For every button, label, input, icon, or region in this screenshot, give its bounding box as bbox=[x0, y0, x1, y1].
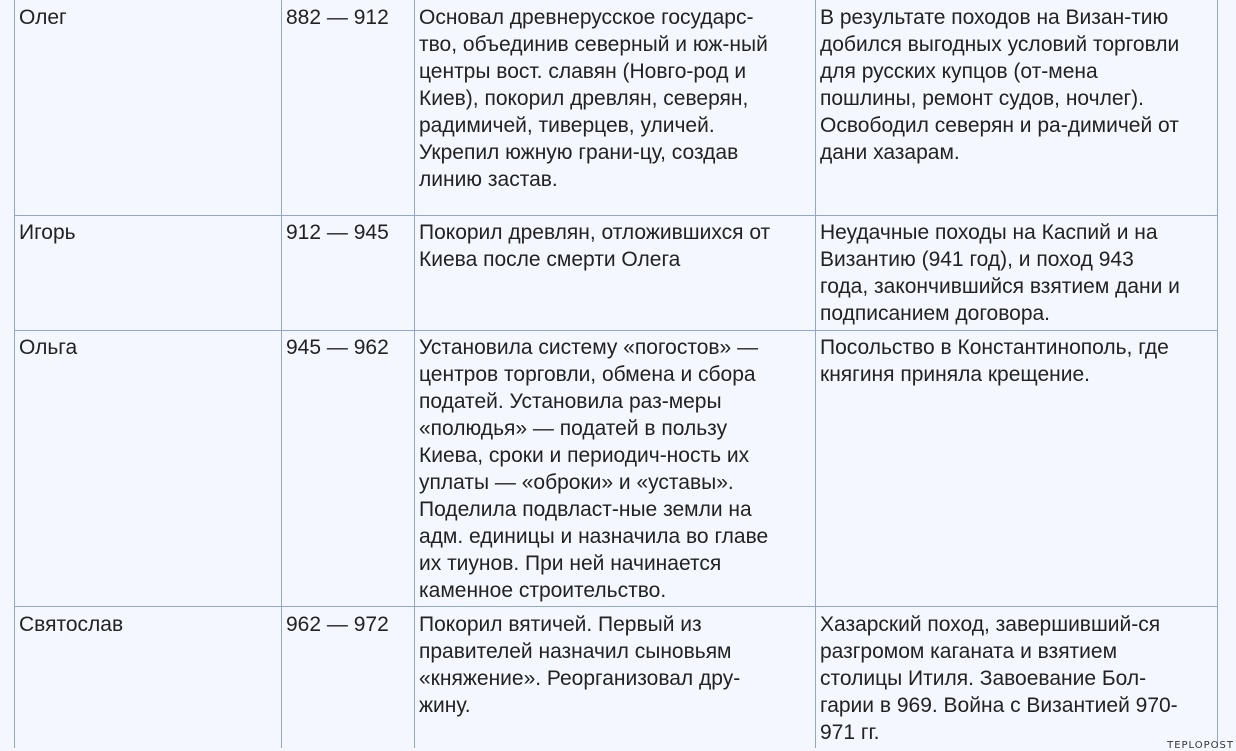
table-border-left bbox=[14, 0, 15, 748]
reign-years: 912 — 945 bbox=[286, 221, 389, 244]
domestic-policy: Установила систему «погостов» — центров торговли, обмена и сбора податей. Установила раз-меры «полюдья» — податей в пользу Киева, сроки и периодич-ность их уплаты — «оброки» и «уставы». Поделила подвласт-ные земли на адм. единицы и назначила во главе их тиунов. При ней начинается каменное строительство. bbox=[419, 336, 769, 602]
reign-years: 945 — 962 bbox=[286, 336, 389, 359]
domestic-policy: Покорил вятичей. Первый из правителей назначил сыновьям «княжение». Реорганизовал дру- жину. bbox=[419, 613, 741, 717]
column-divider bbox=[281, 0, 282, 748]
column-divider bbox=[414, 0, 415, 748]
foreign-policy: Хазарский поход, завершивший-ся разгромом каганата и взятием столицы Итиля. Завоевание Бол- гарии в 969. Война с Византией 970- 971 гг. bbox=[820, 613, 1178, 744]
foreign-policy: В результате походов на Визан-тию добился выгодных условий торговли для русских купцов (от-мена пошлины, ремонт судов, ночлег). Освободил северян и ра-димичей от дани хазарам. bbox=[820, 6, 1180, 164]
reign-years: 962 — 972 bbox=[286, 613, 389, 636]
ruler-name: Святослав bbox=[19, 613, 124, 636]
foreign-policy: Посольство в Константинополь, где княгиня приняла крещение. bbox=[820, 336, 1169, 386]
ruler-name: Олег bbox=[19, 6, 67, 29]
table-border-right bbox=[1217, 0, 1218, 748]
domestic-policy: Покорил древлян, отложившихся от Киева после смерти Олега bbox=[419, 221, 771, 271]
ruler-name: Игорь bbox=[19, 221, 76, 244]
watermark: TEPLOPOST bbox=[1167, 740, 1234, 751]
reign-years: 882 — 912 bbox=[286, 6, 389, 29]
row-divider bbox=[14, 606, 1218, 607]
row-divider bbox=[14, 330, 1218, 331]
column-divider bbox=[815, 0, 816, 748]
foreign-policy: Неудачные походы на Каспий и на Византию (941 год), и поход 943 года, закончившийся взятием дани и подписанием договора. bbox=[820, 221, 1180, 325]
domestic-policy: Основал древнерусское государс- тво, объединив северный и юж-ный центры вост. славян (Новго-род и Киев), покорил древлян, северян, радимичей, тиверцев, уличей. Укрепил южную грани-цу, создав линию застав. bbox=[419, 6, 768, 191]
row-divider bbox=[14, 215, 1218, 216]
ruler-name: Ольга bbox=[19, 336, 78, 359]
